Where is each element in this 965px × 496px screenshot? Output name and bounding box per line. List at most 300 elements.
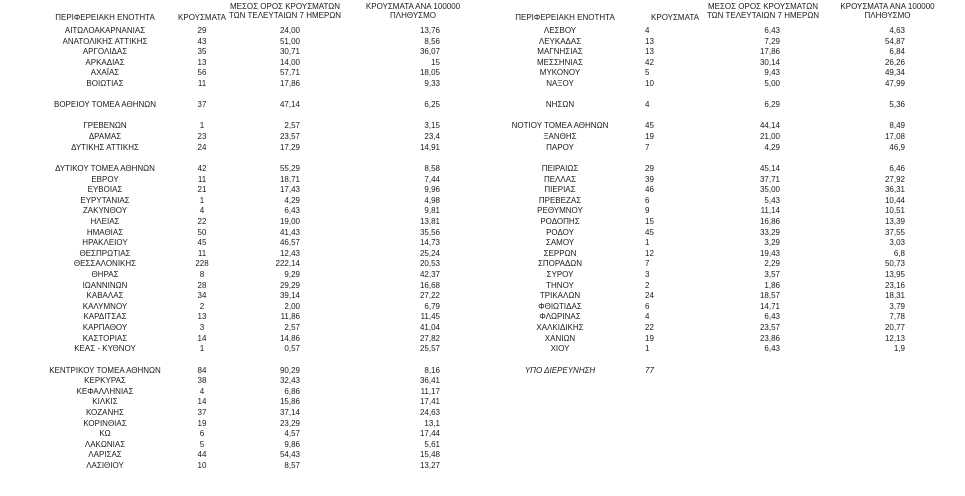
per100k-cell: 8,56	[424, 36, 440, 46]
table-row	[0, 68, 475, 79]
cases-cell: 38	[197, 376, 207, 386]
table-row	[475, 175, 965, 186]
table-row	[475, 281, 965, 292]
table-row	[475, 259, 965, 270]
region-cell: ΗΛΕΙΑΣ	[90, 216, 120, 226]
cases-cell: 45	[645, 121, 654, 131]
region-cell: ΠΙΕΡΙΑΣ	[544, 185, 576, 195]
per100k-cell: 50,73	[884, 259, 905, 269]
table-row	[0, 259, 475, 270]
avg7-header-line2: ΤΩΝ ΤΕΛΕΥΤΑΙΩΝ 7 ΗΜΕΡΩΝ	[228, 11, 342, 20]
per100k-cell: 14,91	[419, 142, 440, 152]
avg7-cell: 54,43	[279, 450, 300, 460]
table-row	[0, 79, 475, 90]
cases-cell: 42	[645, 57, 654, 67]
cases-cell: 42	[197, 163, 207, 173]
per100k-cell: 6,25	[424, 100, 440, 110]
avg7-cell: 9,29	[284, 270, 300, 280]
cases-cell: 29	[197, 26, 207, 35]
avg7-cell: 30,14	[759, 57, 780, 67]
cases-cell: 6	[645, 195, 650, 205]
table-row	[475, 185, 965, 196]
avg7-cell: 37,14	[279, 407, 300, 417]
table-row	[0, 228, 475, 239]
per100k-cell: 10,44	[884, 195, 905, 205]
avg7-cell: 23,29	[279, 418, 300, 428]
cases-cell: 7	[645, 142, 650, 152]
region-cell: ΦΛΩΡΙΝΑΣ	[539, 312, 581, 322]
region-cell: ΣΥΡΟΥ	[546, 270, 574, 280]
table-row	[475, 238, 965, 249]
cases-cell: 4	[645, 26, 650, 35]
per100k-cell: 11,17	[420, 386, 440, 396]
cases-cell: 19	[645, 333, 654, 343]
avg7-cell: 9,43	[764, 68, 780, 78]
table-row	[0, 100, 475, 111]
cases-cell: 24	[197, 142, 207, 152]
table-row	[0, 58, 475, 69]
cases-cell: 1	[199, 121, 205, 131]
per100k-cell: 3,15	[424, 121, 440, 131]
avg7-cell: 15,86	[279, 397, 300, 407]
region-cell: ΣΕΡΡΩΝ	[543, 248, 577, 258]
avg7-cell: 2,57	[284, 323, 300, 333]
cases-cell: 22	[197, 216, 207, 226]
table-row	[0, 47, 475, 58]
region-cell: ΕΥΒΟΙΑΣ	[87, 185, 123, 195]
avg7-cell: 17,86	[279, 79, 300, 89]
cases-cell: 29	[645, 163, 654, 173]
per100k-cell: 7,78	[889, 312, 905, 322]
avg7-cell: 14,71	[759, 301, 780, 311]
per100k-cell: 11,45	[420, 312, 440, 322]
spacer-row	[0, 90, 475, 101]
per100k-cell: 13,81	[419, 216, 440, 226]
avg7-header-line2: ΤΩΝ ΤΕΛΕΥΤΑΙΩΝ 7 ΗΜΕΡΩΝ	[706, 11, 820, 20]
avg7-cell: 90,29	[279, 365, 300, 375]
region-cell: ΚΕΑΣ - ΚΥΘΝΟΥ	[74, 344, 136, 354]
region-cell: ΦΘΙΩΤΙΔΑΣ	[538, 301, 582, 311]
avg7-cell: 7,29	[764, 36, 780, 46]
per100k-cell: 4,98	[424, 195, 440, 205]
avg7-cell: 39,14	[279, 291, 300, 301]
avg7-cell: 6,86	[284, 386, 300, 396]
per100k-cell: 41,04	[419, 323, 440, 333]
per100k-cell: 3,79	[889, 301, 905, 311]
table-row	[475, 217, 965, 228]
cases-cell: 50	[197, 227, 207, 237]
table-row	[475, 344, 965, 355]
cases-cell: 6	[199, 429, 205, 439]
cases-cell: 22	[645, 323, 654, 333]
avg7-cell: 44,14	[759, 121, 780, 131]
cases-cell: 14	[197, 333, 207, 343]
per100k-cell: 20,77	[884, 323, 905, 333]
table-row	[0, 249, 475, 260]
region-cell: ΚΑΡΠΑΘΟΥ	[82, 323, 128, 333]
region-cell: ΚΕΦΑΛΛΗΝΙΑΣ	[76, 386, 134, 396]
cases-cell: 28	[197, 280, 207, 290]
cases-cell: 4	[645, 100, 650, 110]
avg7-cell: 222,14	[275, 259, 300, 269]
table-row	[0, 281, 475, 292]
avg7-cell: 33,29	[759, 227, 780, 237]
region-cell: ΑΧΑΪΑΣ	[90, 68, 120, 78]
table-row	[0, 429, 475, 440]
region-cell: ΣΠΟΡΑΔΩΝ	[537, 259, 583, 269]
region-cell: ΛΕΣΒΟΥ	[543, 26, 577, 35]
spacer-row	[475, 355, 965, 366]
region-cell: ΜΥΚΟΝΟΥ	[539, 68, 581, 78]
cases-cell: 11	[197, 248, 207, 258]
spacer-row	[0, 111, 475, 122]
per100k-cell: 18,31	[884, 291, 905, 301]
region-cell: ΡΟΔΟΠΗΣ	[540, 216, 580, 226]
table-row	[0, 291, 475, 302]
region-cell: ΛΑΣΙΘΙΟΥ	[86, 460, 124, 470]
table-row	[0, 334, 475, 345]
avg7-cell: 29,29	[279, 280, 300, 290]
per100k-cell: 25,24	[419, 248, 440, 258]
cases-cell: 4	[645, 312, 650, 322]
table-row	[475, 68, 965, 79]
table-row	[475, 26, 965, 37]
spacer-row	[0, 355, 475, 366]
cases-cell: 11	[197, 174, 207, 184]
per100k-cell: 42,37	[419, 270, 440, 280]
cases-cell: 1	[199, 344, 205, 354]
table-row	[0, 302, 475, 313]
per100k-header	[358, 2, 468, 20]
cases-cell: 9	[645, 206, 650, 216]
region-cell: ΛΑΚΩΝΙΑΣ	[84, 439, 126, 449]
cases-cell: 6	[645, 301, 650, 311]
per100k-cell: 6,84	[889, 47, 905, 57]
region-cell: ΝΟΤΙΟΥ ΤΟΜΕΑ ΑΘΗΝΩΝ	[511, 121, 609, 131]
per100k-cell: 25,57	[419, 344, 440, 354]
region-cell: ΖΑΚΥΝΘΟΥ	[82, 206, 128, 216]
left-table	[0, 2, 475, 472]
per100k-cell: 16,68	[419, 280, 440, 290]
region-cell: ΗΡΑΚΛΕΙΟΥ	[82, 238, 128, 248]
cases-cell: 35	[197, 47, 207, 57]
region-cell: ΛΕΥΚΑΔΑΣ	[538, 36, 582, 46]
table-row	[475, 334, 965, 345]
per100k-cell: 8,16	[424, 365, 440, 375]
cases-cell: 34	[197, 291, 207, 301]
avg7-cell: 4,57	[284, 429, 300, 439]
avg7-cell: 23,86	[759, 333, 780, 343]
avg7-cell: 14,00	[279, 57, 300, 67]
region-cell: ΚΕΝΤΡΙΚΟΥ ΤΟΜΕΑ ΑΘΗΝΩΝ	[49, 365, 161, 375]
cases-cell: 1	[645, 238, 650, 248]
cases-cell: 45	[197, 238, 207, 248]
region-cell: ΠΑΡΟΥ	[546, 142, 574, 152]
table-row	[0, 387, 475, 398]
per100k-cell: 17,41	[419, 397, 440, 407]
table-row	[0, 408, 475, 419]
per100k-cell: 27,82	[419, 333, 440, 343]
avg7-header	[225, 2, 345, 20]
region-cell: ΚΩ	[99, 429, 111, 439]
avg7-cell: 11,86	[280, 312, 300, 322]
per100k-cell: 49,34	[884, 68, 905, 78]
cases-cell: 4	[199, 206, 205, 216]
right-table-header	[475, 2, 965, 26]
cases-cell: 4	[199, 386, 205, 396]
region-cell: ΤΡΙΚΑΛΩΝ	[539, 291, 581, 301]
avg7-cell: 18,57	[759, 291, 780, 301]
avg7-cell: 46,57	[279, 238, 300, 248]
cases-header: ΚΡΟΥΣΜΑΤΑ	[651, 13, 699, 22]
avg7-cell: 18,71	[279, 174, 300, 184]
cases-cell: 1	[645, 344, 650, 354]
table-row	[0, 238, 475, 249]
avg7-cell: 37,71	[759, 174, 780, 184]
table-row	[0, 312, 475, 323]
cases-cell: 45	[645, 227, 654, 237]
region-cell: ΚΟΖΑΝΗΣ	[85, 407, 125, 417]
per100k-cell: 46,9	[889, 142, 905, 152]
per100k-cell: 37,55	[884, 227, 905, 237]
table-row	[475, 79, 965, 90]
region-cell: ΑΙΤΩΛΟΑΚΑΡΝΑΝΙΑΣ	[64, 26, 146, 35]
table-row	[475, 132, 965, 143]
region-cell: ΠΕΙΡΑΙΩΣ	[541, 163, 579, 173]
avg7-cell: 3,57	[764, 270, 780, 280]
per100k-cell: 20,53	[419, 259, 440, 269]
table-row	[475, 228, 965, 239]
table-row	[0, 37, 475, 48]
region-header: ΠΕΡΙΦΕΡΕΙΑΚΗ ΕΝΟΤΗΤΑ	[55, 13, 155, 22]
per100k-cell: 7,44	[424, 174, 440, 184]
per100k-cell: 27,22	[419, 291, 440, 301]
per100k-cell: 26,26	[884, 57, 905, 67]
region-cell: ΒΟΡΕΙΟΥ ΤΟΜΕΑ ΑΘΗΝΩΝ	[53, 100, 157, 110]
per100k-cell: 6,79	[424, 301, 440, 311]
cases-cell: 5	[645, 68, 650, 78]
avg7-cell: 5,00	[764, 79, 780, 89]
avg7-cell: 3,29	[764, 238, 780, 248]
avg7-cell: 12,43	[279, 248, 300, 258]
region-cell: ΘΕΣΣΑΛΟΝΙΚΗΣ	[73, 259, 137, 269]
region-cell: ΡΕΘΥΜΝΟΥ	[537, 206, 583, 216]
table-row	[0, 270, 475, 281]
per100k-header-line1: ΚΡΟΥΣΜΑΤΑ ΑΝΑ 100000	[840, 2, 935, 11]
cases-cell: 7	[645, 259, 650, 269]
cases-header: ΚΡΟΥΣΜΑΤΑ	[178, 13, 226, 22]
table-row	[475, 291, 965, 302]
avg7-cell: 1,86	[764, 280, 780, 290]
per100k-cell: 36,31	[884, 185, 905, 195]
region-cell: ΔΡΑΜΑΣ	[88, 132, 122, 142]
per100k-cell: 9,81	[424, 206, 440, 216]
table-row	[0, 121, 475, 132]
avg7-cell: 41,43	[279, 227, 300, 237]
per100k-cell: 23,16	[884, 280, 905, 290]
avg7-cell: 21,00	[759, 132, 780, 142]
avg7-cell: 19,00	[279, 216, 300, 226]
table-row	[0, 440, 475, 451]
cases-cell: 19	[197, 418, 207, 428]
region-cell: ΚΑΡΔΙΤΣΑΣ	[83, 312, 127, 322]
region-cell: ΚΑΒΑΛΑΣ	[86, 291, 124, 301]
table-row	[0, 206, 475, 217]
table-row	[475, 323, 965, 334]
per100k-cell: 4,63	[889, 26, 905, 35]
table-row	[475, 366, 965, 377]
avg7-cell: 45,14	[759, 163, 780, 173]
table-row	[475, 312, 965, 323]
table-row	[475, 206, 965, 217]
region-cell: ΚΑΣΤΟΡΙΑΣ	[82, 333, 128, 343]
cases-cell: 13	[645, 36, 654, 46]
avg7-header-line1: ΜΕΣΟΣ ΟΡΟΣ ΚΡΟΥΣΜΑΤΩΝ	[707, 2, 819, 11]
per100k-cell: 13,27	[419, 460, 440, 470]
per100k-cell: 47,99	[884, 79, 905, 89]
cases-cell: 1	[199, 195, 205, 205]
avg7-cell: 17,43	[279, 185, 300, 195]
per100k-cell: 17,08	[884, 132, 905, 142]
cases-cell: 3	[199, 323, 205, 333]
table-row	[475, 143, 965, 154]
region-cell: ΚΕΡΚΥΡΑΣ	[84, 376, 126, 386]
avg7-cell: 5,43	[764, 195, 780, 205]
per100k-cell: 13,76	[419, 26, 440, 35]
avg7-cell: 6,29	[764, 100, 780, 110]
avg7-cell: 32,43	[279, 376, 300, 386]
per100k-cell: 54,87	[884, 36, 905, 46]
table-row	[0, 376, 475, 387]
region-cell: ΚΑΛΥΜΝΟΥ	[82, 301, 128, 311]
cases-cell: 24	[645, 291, 654, 301]
per100k-cell: 18,05	[419, 68, 440, 78]
table-row	[0, 217, 475, 228]
cases-cell: 37	[197, 100, 207, 110]
table-row	[475, 121, 965, 132]
table-row	[475, 164, 965, 175]
region-cell: ΑΡΓΟΛΙΔΑΣ	[82, 47, 128, 57]
avg7-cell: 23,57	[759, 323, 780, 333]
per100k-cell: 27,92	[884, 174, 905, 184]
cases-cell: 37	[197, 407, 207, 417]
cases-cell: 3	[645, 270, 650, 280]
avg7-cell: 6,43	[764, 312, 780, 322]
region-cell: ΠΡΕΒΕΖΑΣ	[538, 195, 582, 205]
region-cell: ΠΕΛΛΑΣ	[543, 174, 577, 184]
region-cell: ΝΑΞΟΥ	[546, 79, 574, 89]
table-row	[475, 37, 965, 48]
region-cell: ΜΑΓΝΗΣΙΑΣ	[537, 47, 583, 57]
per100k-cell: 13,95	[884, 270, 905, 280]
region-cell: ΕΒΡΟΥ	[91, 174, 119, 184]
per100k-cell: 13,1	[424, 418, 440, 428]
region-cell: ΣΑΜΟΥ	[545, 238, 575, 248]
avg7-cell: 19,43	[759, 248, 780, 258]
table-row	[475, 249, 965, 260]
region-cell: ΕΥΡΥΤΑΝΙΑΣ	[80, 195, 130, 205]
per100k-cell: 5,36	[889, 100, 905, 110]
cases-cell: 77	[645, 365, 654, 375]
region-cell: ΤΗΝΟΥ	[546, 280, 574, 290]
left-table-body	[0, 26, 475, 472]
per100k-cell: 1,9	[893, 344, 905, 354]
table-row	[475, 47, 965, 58]
per100k-header-line1: ΚΡΟΥΣΜΑΤΑ ΑΝΑ 100000	[365, 2, 461, 11]
avg7-header	[703, 2, 823, 20]
table-row	[0, 143, 475, 154]
cases-cell: 10	[197, 460, 207, 470]
per100k-cell: 5,61	[424, 439, 440, 449]
cases-cell: 21	[197, 185, 207, 195]
table-row	[0, 185, 475, 196]
table-row	[0, 397, 475, 408]
cases-cell: 13	[197, 312, 207, 322]
avg7-cell: 2,00	[284, 301, 300, 311]
region-cell: ΞΑΝΘΗΣ	[543, 132, 577, 142]
avg7-cell: 17,86	[759, 47, 780, 57]
cases-cell: 13	[197, 57, 207, 67]
table-row	[0, 323, 475, 334]
avg7-cell: 16,86	[759, 216, 780, 226]
avg7-cell: 8,57	[284, 460, 300, 470]
region-cell: ΗΜΑΘΙΑΣ	[86, 227, 124, 237]
cases-cell: 46	[645, 185, 654, 195]
table-row	[0, 450, 475, 461]
per100k-header	[830, 2, 945, 20]
avg7-cell: 6,43	[764, 344, 780, 354]
region-cell: ΧΑΝΙΩΝ	[544, 333, 576, 343]
cases-cell: 8	[199, 270, 205, 280]
region-cell: ΧΙΟΥ	[550, 344, 570, 354]
per100k-cell: 6,8	[893, 248, 905, 258]
cases-cell: 39	[645, 174, 654, 184]
per100k-cell: 9,33	[424, 79, 440, 89]
per100k-header-line2: ΠΛΗΘΥΣΜΟ	[389, 11, 437, 20]
avg7-cell: 47,14	[279, 100, 300, 110]
table-row	[0, 132, 475, 143]
per100k-cell: 14,73	[419, 238, 440, 248]
table-row	[475, 196, 965, 207]
region-cell: ΔΥΤΙΚΟΥ ΤΟΜΕΑ ΑΘΗΝΩΝ	[55, 163, 155, 173]
avg7-cell: 17,29	[279, 142, 300, 152]
spacer-row	[0, 153, 475, 164]
left-table-header	[0, 2, 475, 26]
per100k-cell: 8,58	[424, 163, 440, 173]
cases-cell: 10	[645, 79, 654, 89]
cases-cell: 43	[197, 36, 207, 46]
per100k-cell: 36,07	[419, 47, 440, 57]
cases-cell: 11	[197, 79, 207, 89]
per100k-header-line2: ΠΛΗΘΥΣΜΟ	[864, 11, 911, 20]
region-cell: ΑΝΑΤΟΛΙΚΗΣ ΑΤΤΙΚΗΣ	[62, 36, 148, 46]
right-table-body	[475, 26, 965, 376]
table-row	[475, 302, 965, 313]
table-row	[475, 100, 965, 111]
avg7-cell: 6,43	[764, 26, 780, 35]
avg7-cell: 2,57	[284, 121, 300, 131]
avg7-cell: 0,57	[284, 344, 300, 354]
per100k-cell: 17,44	[419, 429, 440, 439]
avg7-cell: 4,29	[764, 142, 780, 152]
region-cell: ΔΥΤΙΚΗΣ ΑΤΤΙΚΗΣ	[71, 142, 139, 152]
cases-cell: 13	[645, 47, 654, 57]
region-cell: ΒΟΙΩΤΙΑΣ	[86, 79, 124, 89]
region-cell: ΚΙΛΚΙΣ	[92, 397, 118, 407]
spacer-row	[475, 153, 965, 164]
per100k-cell: 8,49	[889, 121, 905, 131]
table-row	[475, 58, 965, 69]
